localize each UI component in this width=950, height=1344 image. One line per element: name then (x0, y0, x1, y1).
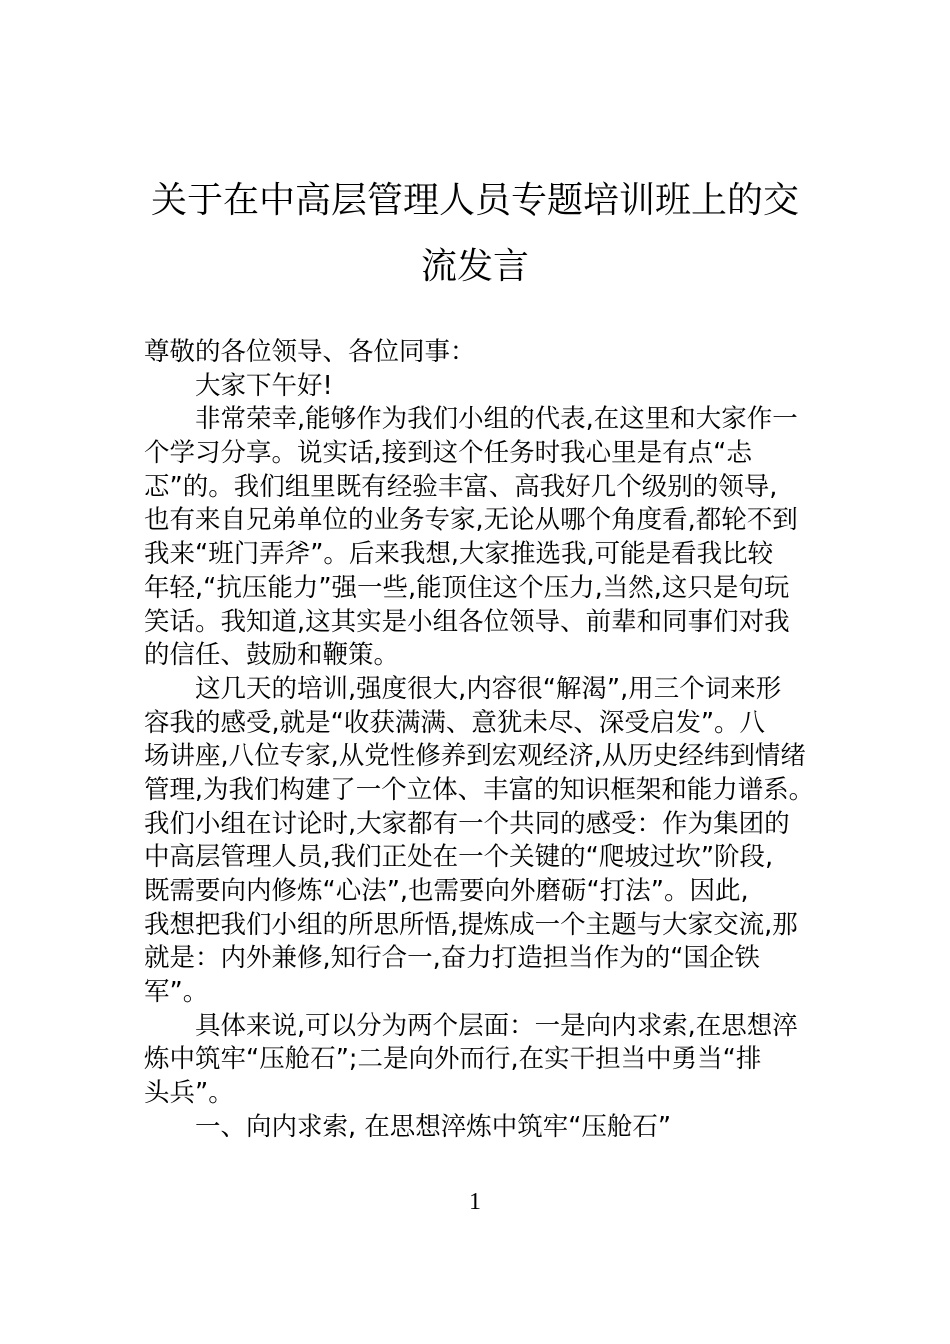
page-number: 1 (469, 1189, 481, 1215)
body-line: 中高层管理人员,我们正处在一个关键的“爬坡过坎”阶段, (144, 842, 774, 873)
body-line: 我想把我们小组的所思所悟,提炼成一个主题与大家交流,那 (144, 909, 798, 940)
body-line: 我们小组在讨论时,大家都有一个共同的感受：作为集团的 (144, 808, 790, 839)
body-line: 尊敬的各位领导、各位同事： (144, 337, 476, 367)
body-line: 个学习分享。说实话,接到这个任务时我心里是有点“忐 (144, 438, 752, 469)
body-line: 大家下午好! (195, 370, 333, 401)
body-line: 场讲座,八位专家,从党性修养到宏观经济,从历史经纬到情绪 (144, 741, 806, 772)
body-line: 非常荣幸,能够作为我们小组的代表,在这里和大家作一 (195, 404, 798, 435)
body-line: 这几天的培训,强度很大,内容很“解渴”,用三个词来形 (195, 673, 782, 704)
body-line: 年轻,“抗压能力”强一些,能顶住这个压力,当然,这只是句玩 (144, 572, 790, 603)
document-title (140, 168, 810, 300)
body-line: 我来“班门弄斧”。后来我想,大家推选我,可能是看我比较 (144, 539, 774, 570)
body-line: 忑”的。我们组里既有经验丰富、高我好几个级别的领导, (144, 471, 778, 502)
body-line: 具体来说,可以分为两个层面：一是向内求索,在思想淬 (195, 1010, 798, 1041)
body-line: 管理,为我们构建了一个立体、丰富的知识框架和能力谱系。 (144, 774, 815, 805)
body-line: 容我的感受,就是“收获满满、意犹未尽、深受启发”。八 (144, 707, 766, 738)
body-line: 笑话。我知道,这其实是小组各位领导、前辈和同事们对我 (144, 606, 790, 637)
title-line-1: 关于在中高层管理人员专题培训班上的交 (150, 180, 799, 221)
body-line: 炼中筑牢“压舱石”;二是向外而行,在实干担当中勇当“排 (144, 1044, 762, 1075)
body-line: 既需要向内修炼“心法”,也需要向外磨砺“打法”。因此, (144, 876, 749, 906)
title-line-2: 流发言 (420, 246, 529, 287)
body-line: 军”。 (144, 977, 209, 1008)
body-line: 头兵”。 (144, 1078, 234, 1109)
body-line: 的信任、鼓励和鞭策。 (144, 640, 400, 671)
body-line: 一、向内求索, 在思想淬炼中筑牢“压舱石” (195, 1111, 672, 1142)
body-line: 也有来自兄弟单位的业务专家,无论从哪个角度看,都轮不到 (144, 505, 798, 536)
document-body (144, 336, 814, 1145)
body-line: 就是：内外兼修,知行合一,奋力打造担当作为的“国企铁 (144, 943, 760, 974)
